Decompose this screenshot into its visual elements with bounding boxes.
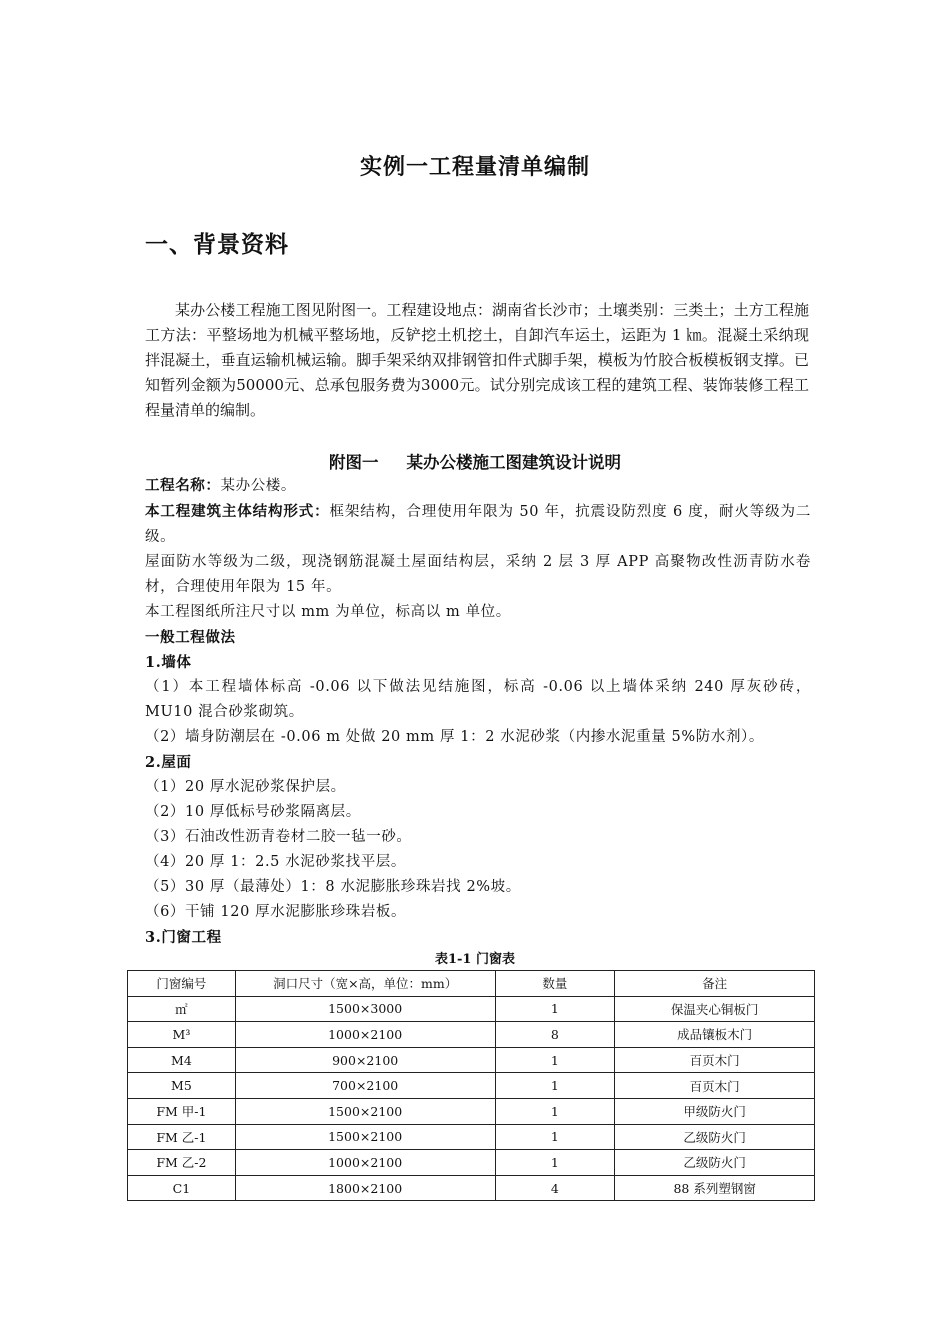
cell-remarks: 百页木门: [615, 1047, 815, 1073]
project-name-label: 工程名称：: [145, 477, 221, 494]
roof-item: （3）石油改性沥青卷材二胶一毡一砂。: [145, 829, 412, 845]
intro-paragraph: 某办公楼工程施工图见附图一。工程建设地点：湖南省长沙市；土壤类别：三类土；土方工程施工方法：平整场地为机械平整场地，反铲挖土机挖土，自卸汽车运土，运距为 1 ㎞。混凝土采纳现拌混凝土，垂直运输机械运输。脚手架采纳双排钢管扣件式脚手架，模板为竹胶合板模板钢支撑。已知暂列金额为50000元、总承包服务费为3000元。试分别完成该工程的建筑工程、装饰装修工程工程量清单的编制。: [145, 301, 809, 419]
cell-remarks: 88 系列塑钢窗: [615, 1175, 815, 1201]
structure-value: 框架结构，合理使用年限为 50 年，抗震设防烈度 6 度，耐火等级为二级。: [145, 504, 811, 545]
header-opening-size: 洞口尺寸（宽×高，单位：mm）: [235, 971, 495, 997]
cell-quantity: 8: [495, 1022, 615, 1048]
structure-line: [145, 499, 811, 550]
cell-remarks: 乙级防火门: [615, 1124, 815, 1150]
cell-remarks: 百页木门: [615, 1073, 815, 1099]
doors-heading: 3.门窗工程: [145, 929, 222, 946]
roof-item: （1）20 厚水泥砂浆保护层。: [145, 779, 346, 795]
cell-quantity: 1: [495, 1124, 615, 1150]
header-remarks: 备注: [615, 971, 815, 997]
cell-size: 1000×2100: [235, 1022, 495, 1048]
roof-item: （2）10 厚低标号砂浆隔离层。: [145, 804, 361, 820]
cell-quantity: 1: [495, 1073, 615, 1099]
cell-size: 700×2100: [235, 1073, 495, 1099]
roof-item: （4）20 厚 1：2.5 水泥砂浆找平层。: [145, 854, 406, 870]
cell-size: 1500×3000: [235, 996, 495, 1022]
cell-size: 1800×2100: [235, 1175, 495, 1201]
roof-item: （6）干铺 120 厚水泥膨胀珍珠岩板。: [145, 904, 407, 920]
table-caption: 表1-1 门窗表: [434, 952, 515, 967]
document-title: 实例一工程量清单编制: [359, 155, 590, 180]
section-heading: 一、背景资料: [145, 232, 289, 258]
cell-quantity: 1: [495, 996, 615, 1022]
figure-title-text: 某办公楼施工图建筑设计说明: [406, 453, 621, 472]
table-row: [128, 1047, 815, 1073]
cell-remarks: 甲级防火门: [615, 1098, 815, 1124]
table-row: [128, 1022, 815, 1048]
cell-code: FM 甲-1: [128, 1098, 236, 1124]
table-row: [128, 996, 815, 1022]
cell-size: 1500×2100: [235, 1124, 495, 1150]
cell-code: M4: [128, 1047, 236, 1073]
general-heading: 一般工程做法: [145, 629, 236, 646]
wall-item: （2）墙身防潮层在 -0.06 m 处做 20 mm 厚 1：2 水泥砂浆（内掺水泥重量 5%防水剂）。: [145, 729, 764, 745]
cell-size: 900×2100: [235, 1047, 495, 1073]
cell-code: C1: [128, 1175, 236, 1201]
cell-quantity: 1: [495, 1047, 615, 1073]
wall-heading: 1.墙体: [145, 654, 192, 671]
cell-size: 1000×2100: [235, 1150, 495, 1176]
table-row: [128, 1073, 815, 1099]
cell-code: FM 乙-1: [128, 1124, 236, 1150]
structure-label: 本工程建筑主体结构形式：: [145, 503, 330, 520]
cell-code: M³: [128, 1022, 236, 1048]
roof-item: （5）30 厚（最薄处）1：8 水泥膨胀珍珠岩找 2%坡。: [145, 879, 521, 895]
cell-code: FM 乙-2: [128, 1150, 236, 1176]
cell-code: M5: [128, 1073, 236, 1099]
cell-quantity: 4: [495, 1175, 615, 1201]
cell-remarks: 成品镶板木门: [615, 1022, 815, 1048]
table-header-row: [128, 971, 815, 997]
project-name-value: 某办公楼。: [220, 478, 296, 494]
cell-quantity: 1: [495, 1098, 615, 1124]
table-row: [128, 1150, 815, 1176]
cell-remarks: 乙级防火门: [615, 1150, 815, 1176]
figure-title-label: 附图一: [329, 453, 379, 472]
header-door-code: 门窗编号: [128, 971, 236, 997]
roof-waterproof-line: 屋面防水等级为二级，现浇钢筋混凝土屋面结构层，采纳 2 层 3 厚 APP 高聚物改性沥青防水卷材，合理使用年限为 15 年。: [145, 554, 811, 595]
table-row: [128, 1175, 815, 1201]
units-note: 本工程图纸所注尺寸以 mm 为单位，标高以 m 单位。: [145, 604, 511, 620]
wall-item: （1）本工程墙体标高 -0.06 以下做法见结施图，标高 -0.06 以上墙体采纳 240 厚灰砂砖，MU10 混合砂浆砌筑。: [145, 679, 811, 720]
project-name-line: [145, 473, 811, 499]
cell-size: 1500×2100: [235, 1098, 495, 1124]
cell-quantity: 1: [495, 1150, 615, 1176]
header-quantity: 数量: [495, 971, 615, 997]
cell-code: ㎡: [128, 996, 236, 1022]
design-notes: [145, 473, 811, 950]
table-row: [128, 1124, 815, 1150]
table-row: [128, 1098, 815, 1124]
roof-heading: 2.屋面: [145, 754, 192, 771]
cell-remarks: 保温夹心铜板门: [615, 996, 815, 1022]
door-window-table: [127, 970, 815, 1201]
figure-title: [0, 449, 950, 473]
